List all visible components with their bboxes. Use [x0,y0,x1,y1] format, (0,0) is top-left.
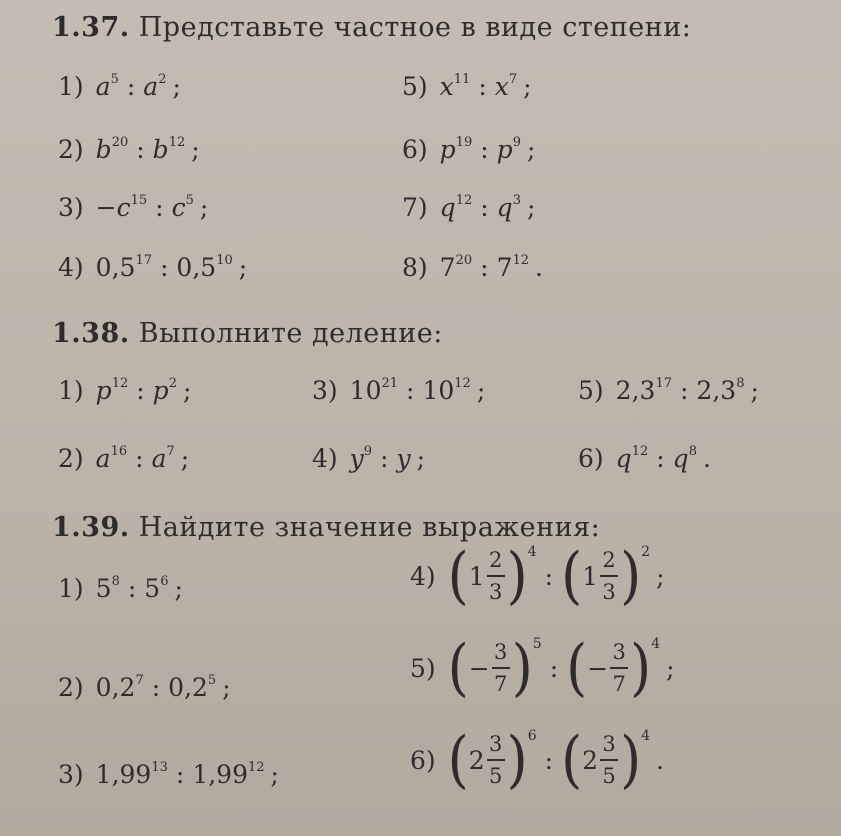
exponent: 19 [455,135,473,150]
exponent: 20 [111,135,129,150]
base: a [95,444,111,473]
base: 10 [422,376,455,405]
expression [616,376,759,405]
expression [440,253,543,282]
expression [440,193,536,222]
terminator: ; [523,72,532,101]
base: 10 [349,376,382,405]
item-number: 4) [410,561,436,591]
base: b [95,135,112,164]
division-sign: : [127,574,137,603]
terminator: ; [666,653,675,683]
expression [96,574,183,603]
base: 0,5 [176,253,217,282]
exponent: 2 [641,544,651,560]
expression [96,253,248,282]
item-number: 3) [312,376,338,405]
right-paren: ) [506,723,528,796]
problem-item [402,72,532,101]
left-paren: ( [447,539,469,612]
terminator: ; [182,376,192,405]
base: x [439,72,454,101]
exponent: 12 [512,253,530,268]
terminator: ; [526,193,536,222]
problem-item [58,72,181,101]
item-number: 1) [58,574,84,603]
exponent: 12 [455,193,473,208]
item-number: 7) [402,193,428,222]
exponent: 5 [532,636,542,652]
terminator: ; [172,72,181,101]
left-paren: ( [561,723,583,796]
base: 0,2 [168,673,208,702]
problem-item [58,135,200,164]
division-sign: : [159,253,169,282]
terminator: . [535,253,543,282]
item-number: 6) [578,444,604,473]
exponent: 6 [160,574,169,589]
exponent: 12 [248,760,265,775]
terminator: ; [656,561,665,591]
exercise-number: 1.39. [52,512,130,543]
numerator: 2 [488,548,503,572]
problem-item [402,253,543,282]
mixed-whole: 2 [582,745,599,775]
item-number: 2) [58,673,84,702]
problem-item [58,193,208,222]
terminator: ; [238,253,248,282]
problem-item [312,376,485,405]
base: q [439,193,456,222]
base: q [672,444,689,473]
exercise-number: 1.38. [52,318,130,349]
numerator: 3 [602,732,616,756]
base: p [152,376,169,405]
exponent: 8 [736,376,745,391]
expression [96,72,181,101]
left-paren: ( [447,723,469,796]
exponent: 17 [135,253,152,268]
item-number: 1) [58,72,84,101]
problem-item [58,760,279,789]
parenthesized-fraction [566,631,661,704]
problem-item [312,444,425,473]
mixed-whole: 1 [468,561,485,591]
exponent: 9 [363,444,373,459]
division-sign: : [480,135,489,164]
parenthesized-fraction [447,631,542,704]
terminator: ; [526,135,536,164]
exponent: 12 [631,444,649,459]
mixed-whole: − [468,653,490,683]
item-number: 1) [58,376,84,405]
fraction [610,640,628,696]
division-sign: : [380,444,389,473]
right-paren: ) [511,631,533,704]
exponent: 12 [168,135,186,150]
fraction-bar [610,667,628,669]
exponent: 15 [130,193,148,208]
problem-item [578,444,711,473]
right-paren: ) [620,539,642,612]
terminator: . [656,745,665,775]
problem-item [58,574,183,603]
terminator: ; [199,193,209,222]
division-sign: : [549,653,559,683]
expression [96,673,231,702]
base: 1,99 [95,760,152,789]
denominator: 3 [488,580,503,604]
expression [440,135,536,164]
problem-item [402,193,535,222]
division-sign: : [136,135,145,164]
expression [96,444,190,473]
problem-item [58,376,191,405]
right-paren: ) [620,723,642,796]
fraction-bar [487,575,505,577]
exponent: 9 [512,135,521,150]
exponent: 8 [688,444,697,459]
left-paren: ( [447,631,469,704]
right-paren: ) [630,631,652,704]
base: y [396,444,411,473]
problem-item [58,444,189,473]
parenthesized-fraction [561,723,651,796]
parenthesized-fraction [561,539,651,612]
terminator: ; [476,376,486,405]
base: p [496,135,513,164]
terminator: . [702,444,711,473]
left-paren: ( [566,631,588,704]
exercise-title: Найдите значение выражения: [138,512,601,543]
exponent: 20 [455,253,473,268]
fraction [492,640,510,696]
division-sign: : [544,561,554,591]
base: q [496,193,513,222]
exponent: 7 [508,72,518,87]
item-number: 8) [402,253,428,282]
base: y [349,444,364,473]
left-paren: ( [561,539,583,612]
expression [616,444,711,473]
item-number: 4) [58,253,84,282]
problem-item [578,376,759,405]
fraction-bar [600,759,618,761]
division-sign: : [175,760,185,789]
exponent: 8 [111,574,120,589]
division-sign: : [478,72,487,101]
item-number: 2) [58,135,84,164]
expression [96,376,192,405]
exponent: 3 [512,193,521,208]
exponent: 16 [110,444,128,459]
terminator: ; [750,376,759,405]
base: a [151,444,167,473]
base: x [494,72,509,101]
parenthesized-fraction [447,723,537,796]
fraction-bar [487,759,505,761]
denominator: 3 [602,580,616,604]
terminator: ; [270,760,279,789]
exponent: 4 [641,728,651,744]
exponent: 11 [453,72,471,87]
exponent: 5 [110,72,119,87]
right-paren: ) [506,539,528,612]
base: q [615,444,632,473]
exponent: 2 [168,376,177,391]
division-sign: : [406,376,415,405]
exercise-title: Представьте частное в виде степени: [138,12,692,43]
terminator: ; [180,444,190,473]
problem-item [410,723,665,796]
exponent: 12 [111,376,129,391]
base: 7 [496,253,513,282]
exponent: 12 [454,376,471,391]
base: b [152,135,169,164]
item-number: 5) [410,653,436,683]
exercise-title: Выполните деление: [138,318,443,349]
terminator: ; [416,444,426,473]
exponent: 5 [185,193,194,208]
division-sign: : [135,444,144,473]
exponent: 4 [527,544,537,560]
exercise-number: 1.37. [52,12,130,43]
expression [350,444,425,473]
problem-item [410,539,665,612]
base: 7 [439,253,456,282]
mixed-whole: − [587,653,609,683]
item-number: 3) [58,760,84,789]
base: a [143,72,159,101]
division-sign: : [155,193,164,222]
exponent: 13 [151,760,168,775]
exercise-1-38-heading [52,318,443,349]
fraction [487,548,505,604]
terminator: ; [222,673,231,702]
expression [440,72,532,101]
exponent: 21 [381,376,399,391]
base: −c [95,193,131,222]
base: 5 [95,574,112,603]
base: 2,3 [615,376,656,405]
base: 5 [144,574,161,603]
numerator: 3 [494,640,508,664]
division-sign: : [679,376,689,405]
mixed-whole: 1 [582,561,599,591]
problem-item [402,135,535,164]
expression [96,760,279,789]
base: a [95,72,111,101]
division-sign: : [480,193,489,222]
numerator: 3 [612,640,626,664]
denominator: 7 [612,672,626,696]
expression [350,376,486,405]
item-number: 3) [58,193,84,222]
terminator: ; [191,135,200,164]
item-number: 4) [312,444,338,473]
problem-item [58,253,247,282]
base: 0,2 [95,673,136,702]
item-number: 5) [402,72,428,101]
exponent: 10 [216,253,233,268]
fraction [600,548,618,604]
numerator: 3 [488,732,503,756]
base: 2,3 [696,376,737,405]
denominator: 7 [494,672,508,696]
exponent: 6 [527,728,537,744]
expression [96,193,209,222]
denominator: 5 [602,764,616,788]
division-sign: : [151,673,161,702]
mixed-whole: 2 [468,745,485,775]
fraction [600,732,618,788]
problem-item [58,673,231,702]
expression [96,135,200,164]
exponent: 2 [158,72,167,87]
item-number: 6) [410,745,436,775]
item-number: 2) [58,444,84,473]
division-sign: : [136,376,145,405]
division-sign: : [480,253,489,282]
item-number: 6) [402,135,428,164]
exponent: 7 [135,673,144,688]
parenthesized-fraction [447,539,537,612]
base: 1,99 [192,760,248,789]
denominator: 5 [488,764,503,788]
base: 0,5 [95,253,136,282]
base: p [439,135,456,164]
exercise-1-37-heading [52,12,691,43]
terminator: ; [174,574,183,603]
base: c [171,193,186,222]
exponent: 5 [207,673,217,688]
division-sign: : [544,745,554,775]
item-number: 5) [578,376,604,405]
exponent: 7 [166,444,175,459]
fraction-bar [492,667,510,669]
fraction-bar [600,575,618,577]
exponent: 4 [651,636,661,652]
fraction [487,732,505,788]
base: p [95,376,112,405]
division-sign: : [126,72,136,101]
problem-item [410,631,675,704]
division-sign: : [656,444,665,473]
numerator: 2 [602,548,616,572]
exponent: 17 [655,376,672,391]
